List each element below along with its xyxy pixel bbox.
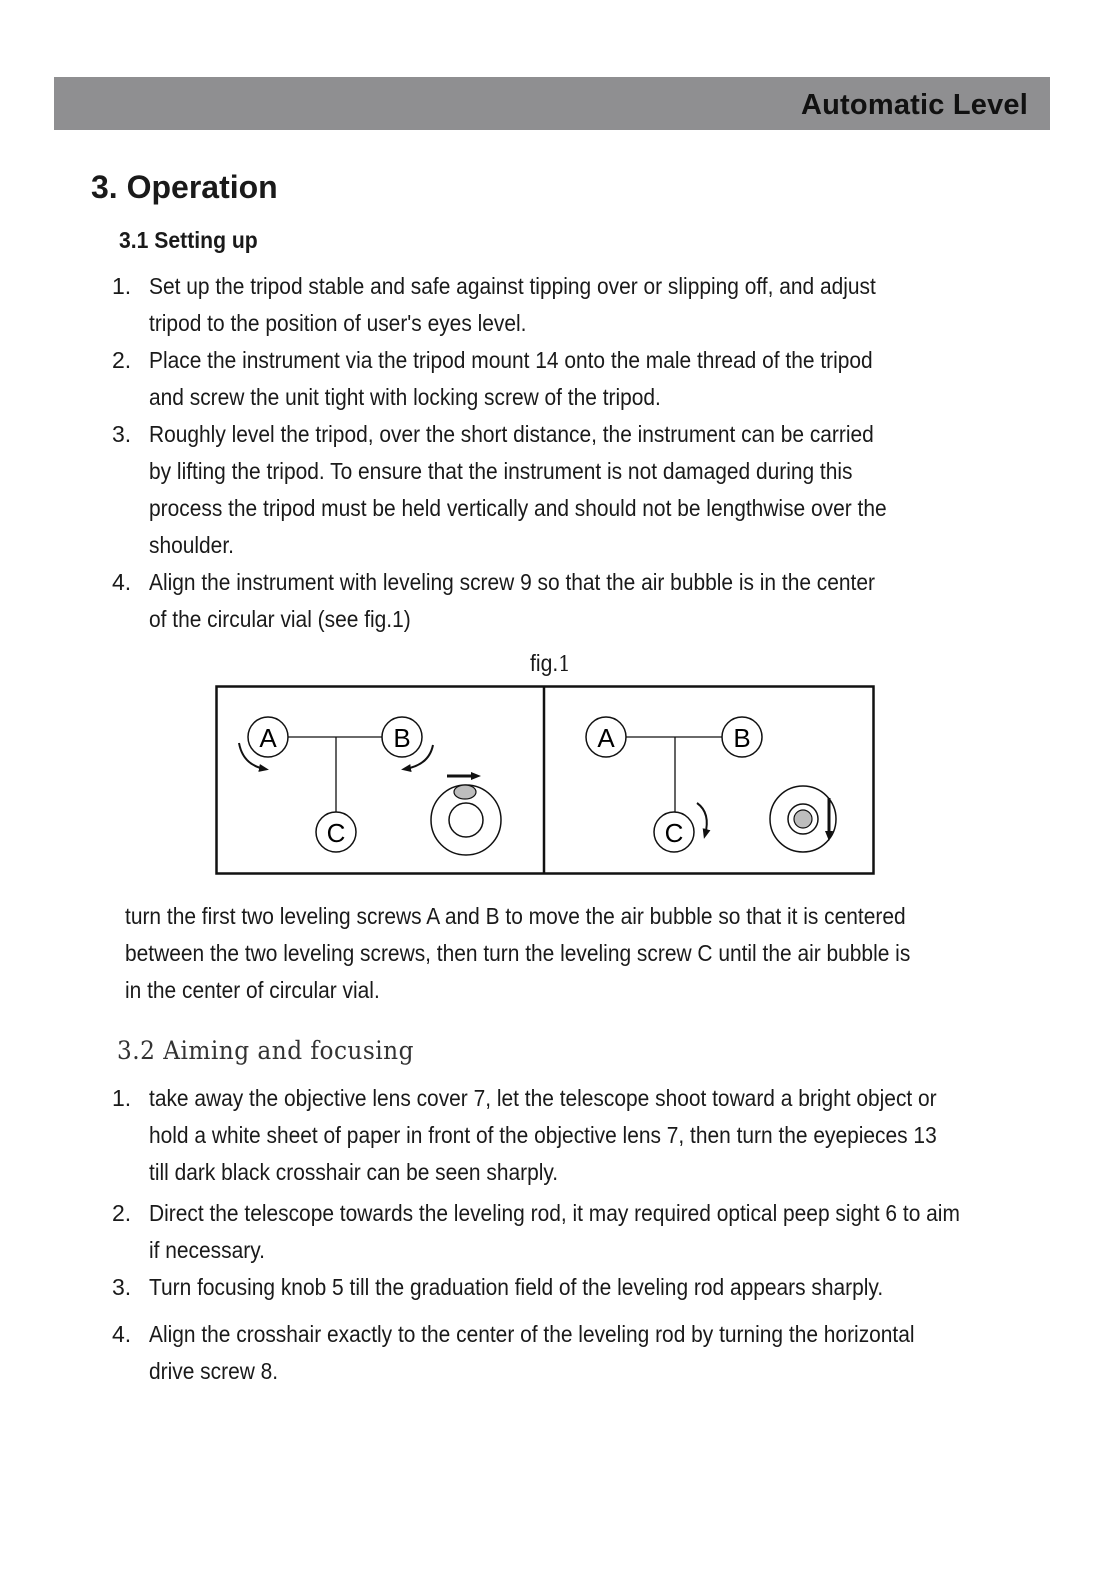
list-text: by lifting the tripod. To ensure that the instrument is not damaged during this (149, 458, 853, 484)
left-panel (239, 717, 501, 855)
list-number: 4. (112, 569, 132, 595)
list-text: tripod to the position of user's eyes level. (149, 310, 527, 336)
paragraph-line: in the center of circular vial. (125, 977, 380, 1003)
figure-caption (530, 650, 571, 677)
screw-a-label: A (597, 723, 615, 753)
subsection-title-aiming: 3.2 Aiming and focusing (117, 1036, 414, 1065)
list-number: 4. (112, 1321, 132, 1347)
screw-c-label: C (664, 818, 684, 848)
list-text: Turn focusing knob 5 till the graduation field of the leveling rod appears sharply. (149, 1274, 884, 1300)
list-text: Place the instrument via the tripod mount 14 onto the male thread of the tripod (149, 347, 873, 373)
rotate-arrow-c-icon (697, 803, 707, 835)
list-text: if necessary. (149, 1237, 265, 1263)
list-text: process the tripod must be held vertically and should not be lengthwise over the (149, 495, 887, 521)
list-number: 3. (112, 1274, 132, 1300)
list-number: 1. (112, 273, 132, 299)
figure-caption-number: 1 (558, 652, 571, 676)
paragraph-line: turn the first two leveling screws A and B to move the air bubble so that it is centered (125, 903, 906, 929)
list-number: 3. (112, 421, 132, 447)
screw-c-label: C (326, 818, 346, 848)
list-text: Set up the tripod stable and safe against tipping over or slipping off, and adjust (149, 273, 876, 299)
list-text: Align the instrument with leveling screw 9 so that the air bubble is in the center (149, 569, 875, 595)
list-text: take away the objective lens cover 7, let the telescope shoot toward a bright object or (149, 1085, 937, 1111)
list-text: Direct the telescope towards the leveling rod, it may required optical peep sight 6 to aim (149, 1200, 960, 1226)
screw-b-label: B (393, 723, 411, 753)
subsection-title-setting-up: 3.1 Setting up (119, 227, 258, 253)
header-title: Automatic Level (801, 89, 1028, 121)
list-text: Roughly level the tripod, over the short distance, the instrument can be carried (149, 421, 874, 447)
list-text: Align the crosshair exactly to the center of the leveling rod by turning the horizontal (149, 1321, 915, 1347)
screw-b-label: B (733, 723, 751, 753)
list-number: 2. (112, 347, 132, 373)
section-title: 3. Operation (91, 169, 278, 205)
list-text: till dark black crosshair can be seen sharply. (149, 1159, 559, 1185)
list-text: hold a white sheet of paper in front of the objective lens 7, then turn the eyepieces 13 (149, 1122, 937, 1148)
list-number: 2. (112, 1200, 132, 1226)
right-panel (586, 717, 836, 852)
air-bubble-icon (794, 810, 812, 828)
header-bar (54, 77, 1050, 130)
list-text: of the circular vial (see fig.1) (149, 606, 411, 632)
list-number: 1. (112, 1085, 132, 1111)
figure-caption-prefix: fig. (530, 650, 559, 676)
air-bubble-icon (454, 785, 476, 799)
figure-leveling-diagram (215, 685, 875, 875)
paragraph-line: between the two leveling screws, then turn the leveling screw C until the air bubble is (125, 940, 911, 966)
list-text: drive screw 8. (149, 1358, 279, 1384)
list-text: and screw the unit tight with locking screw of the tripod. (149, 384, 661, 410)
screw-a-label: A (259, 723, 277, 753)
list-text: shoulder. (149, 532, 234, 558)
vial-inner-ring-icon (449, 803, 483, 837)
